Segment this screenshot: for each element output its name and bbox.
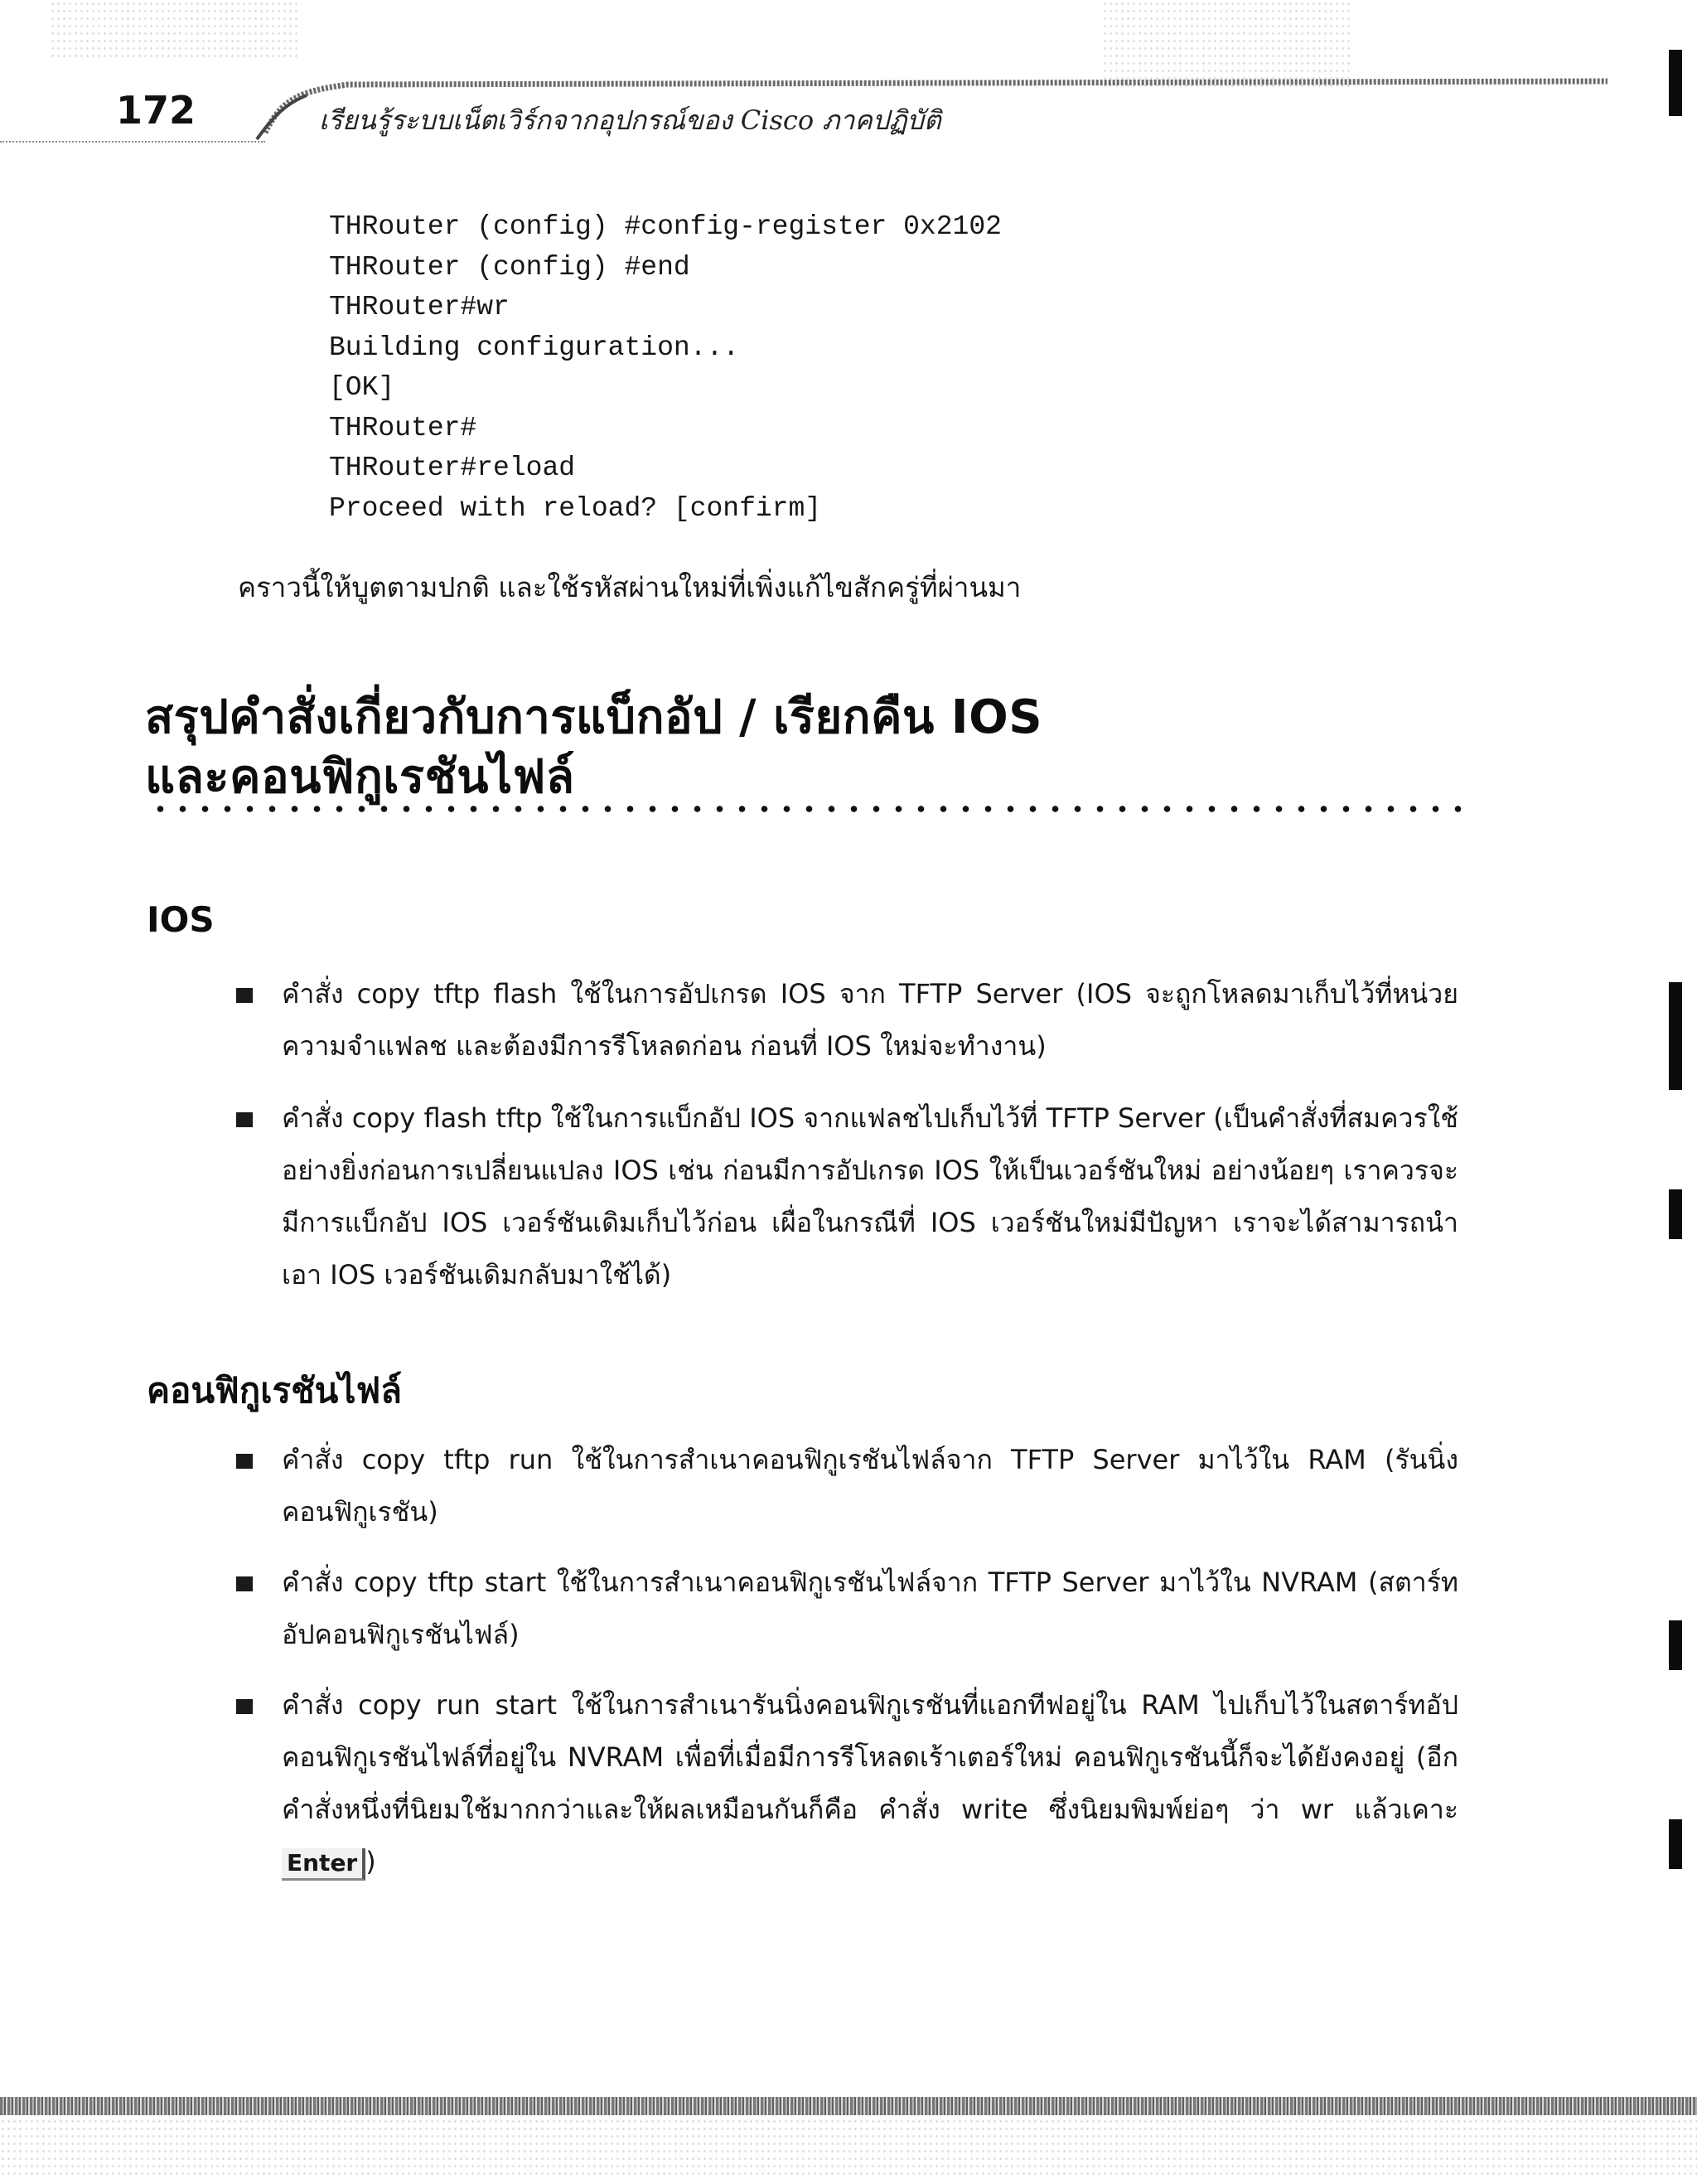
section-title-line-1: สรุปคำสั่งเกี่ยวกับการแบ็กอัป / เรียกคืน IOS xyxy=(145,690,1043,744)
square-bullet-icon xyxy=(236,1112,253,1127)
square-bullet-icon xyxy=(236,1454,253,1469)
list-item-text: คำสั่ง copy tftp start ใช้ในการสำเนาคอนฟิกูเรชันไฟล์จาก TFTP Server มาไว้ใน NVRAM (สตาร์ทอัปคอนฟิกูเรชันไฟล์) xyxy=(282,1567,1458,1650)
header-rule xyxy=(0,141,265,145)
list-item xyxy=(232,1679,1458,1888)
square-bullet-icon xyxy=(236,1699,253,1714)
page-number: 172 xyxy=(116,88,196,133)
code-block xyxy=(329,207,1002,529)
section-title xyxy=(145,688,1471,807)
code-line: [OK] xyxy=(329,372,395,403)
list-item xyxy=(232,1434,1458,1538)
list-item xyxy=(232,1092,1458,1301)
code-line: THRouter# xyxy=(329,412,477,443)
list-item-text: คำสั่ง copy tftp flash ใช้ในการอัปเกรด IOS จาก TFTP Server (IOS จะถูกโหลดมาเก็บไว้ที่หน่วยความจำแฟลช และต้องมีการรีโหลดก่อน ก่อนที่ IOS ใหม่จะทำงาน) xyxy=(282,978,1458,1062)
section-title-line-2: และคอนฟิกูเรชันไฟล์ xyxy=(145,750,575,804)
running-title: เรียนรู้ระบบเน็ตเวิร์กจากอุปกรณ์ของ Cisco ภาคปฏิบัติ xyxy=(319,104,941,136)
intro-paragraph: คราวนี้ให้บูตตามปกติ และใช้รหัสผ่านใหม่ที่เพิ่งแก้ไขสักครู่ที่ผ่านมา xyxy=(238,571,1022,603)
thumb-index-mark xyxy=(1669,1189,1682,1239)
thumb-index-mark xyxy=(1669,50,1682,116)
list-item-text: คำสั่ง copy tftp run ใช้ในการสำเนาคอนฟิกูเรชันไฟล์จาก TFTP Server มาไว้ใน RAM (รันนิ่งคอนฟิกูเรชัน) xyxy=(282,1444,1458,1528)
code-line: THRouter#wr xyxy=(329,292,510,322)
scan-noise-top-left xyxy=(50,0,298,58)
code-line: THRouter (config) #end xyxy=(329,251,690,283)
enter-key-icon: Enter xyxy=(282,1848,365,1881)
list-item-tail: ) xyxy=(365,1846,376,1877)
ios-command-list xyxy=(232,968,1458,1301)
code-line: THRouter#reload xyxy=(329,453,576,483)
bottom-scan-border xyxy=(0,2097,1697,2115)
list-item-text: คำสั่ง copy run start ใช้ในการสำเนารันนิ่งคอนฟิกูเรชันที่แอกทีฟอยู่ใน RAM ไปเก็บไว้ในสตาร์ทอัปคอนฟิกูเรชันไฟล์ที่อยู่ใน NVRAM เพื่อที่เมื่อมีการรีโหลดเร้าเตอร์ใหม่ คอนฟิกูเรชันนี้ก็จะได้ยังคงอยู่ (อีกคำสั่งหนึ่งที่นิยมใช้มากกว่าและให้ผลเหมือนกันก็คือ คำสั่ง write ซึ่งนิยมพิมพ์ย่อๆ ว่า wr แล้วเคาะ xyxy=(282,1689,1458,1825)
code-line: Proceed with reload? [confirm] xyxy=(329,492,822,524)
subheading-config-file: คอนฟิกูเรชันไฟล์ xyxy=(147,1370,402,1411)
code-line: Building configuration... xyxy=(329,332,740,363)
square-bullet-icon xyxy=(236,1576,253,1591)
scan-noise-bottom xyxy=(0,2118,1697,2176)
list-item xyxy=(232,968,1458,1073)
list-item xyxy=(232,1557,1458,1661)
config-command-list xyxy=(232,1434,1458,1906)
square-bullet-icon xyxy=(236,988,253,1003)
thumb-index-mark xyxy=(1669,1819,1682,1869)
code-line: THRouter (config) #config-register 0x2102 xyxy=(329,211,1002,242)
subheading-ios: IOS xyxy=(147,899,215,940)
thumb-index-mark xyxy=(1669,1620,1682,1670)
list-item-text: คำสั่ง copy flash tftp ใช้ในการแบ็กอัป IOS จากแฟลชไปเก็บไว้ที่ TFTP Server (เป็นคำสั่งที่สมควรใช้อย่างยิ่งก่อนการเปลี่ยนแปลง IOS เช่น ก่อนมีการอัปเกรด IOS ให้เป็นเวอร์ชันใหม่ อย่างน้อยๆ เราควรจะมีการแบ็กอัป IOS เวอร์ชันเดิมเก็บไว้ก่อน เผื่อในกรณีที่ IOS เวอร์ชันใหม่มีปัญหา เราจะได้สามารถนำเอา IOS เวอร์ชันเดิมกลับมาใช้ได้) xyxy=(282,1102,1459,1291)
thumb-index-mark xyxy=(1669,982,1682,1090)
section-dotted-rule xyxy=(149,804,1463,814)
page-header xyxy=(0,58,1624,149)
